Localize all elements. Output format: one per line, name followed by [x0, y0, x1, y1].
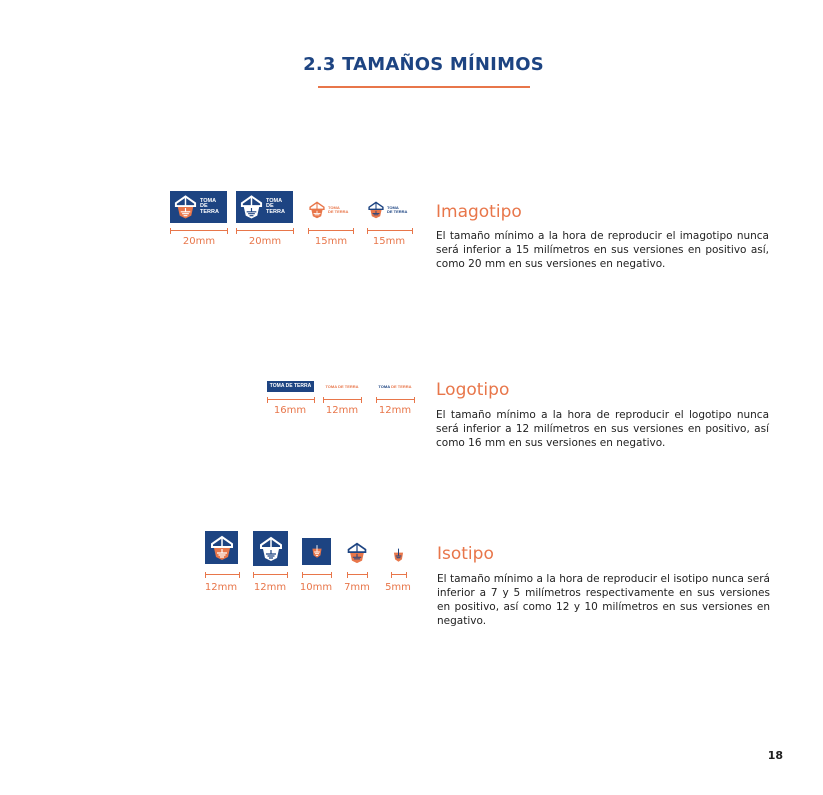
size-label: 15mm [314, 236, 348, 247]
size-label: 5mm [385, 582, 411, 593]
measure-line [391, 572, 407, 578]
logotipo-positive [376, 383, 414, 391]
house-ground-symbol-icon [258, 535, 284, 563]
ground-symbol-icon [391, 548, 406, 564]
size-label: 20mm [182, 236, 216, 247]
house-ground-symbol-icon [346, 541, 368, 565]
title-underline [318, 86, 530, 88]
logotipo-negative [267, 381, 314, 392]
imagotipo-negative-logo [170, 191, 227, 223]
isotipo-negative-white-12mm [253, 531, 288, 566]
measure-line [376, 397, 415, 403]
measure-line [323, 397, 362, 403]
isotipo-description: El tamaño mínimo a la hora de reproducir el isotipo nunca será inferior a 7 y 5 milímetros respectivamente en sus versiones en positivo, así como 12 y 10 milímetros en sus versiones en negativo. [437, 573, 770, 627]
isotipo-positive-5mm [389, 547, 407, 565]
wordmark-line2: DE TERRA [387, 209, 408, 214]
wordmark: TOMA DE TERRA [269, 383, 312, 389]
house-ground-symbol-icon [367, 200, 385, 220]
wordmark-line2: DE TERRA [265, 203, 285, 215]
page-number: 18 [767, 749, 783, 762]
measure-line [253, 572, 288, 578]
measure-line [236, 228, 294, 234]
house-ground-symbol-icon [239, 193, 264, 221]
house-ground-symbol-icon [173, 193, 198, 221]
wordmark-line2: DE TERRA [328, 209, 349, 214]
isotipo-positive-7mm [345, 541, 369, 565]
wordmark-part-b: DE TERRA [391, 384, 412, 389]
measure-line [347, 572, 368, 578]
size-label: 12mm [325, 405, 359, 416]
measure-line [267, 397, 315, 403]
isotipo-negative-12mm [205, 531, 238, 564]
size-label: 7mm [344, 582, 370, 593]
measure-line [170, 228, 228, 234]
measure-line [302, 572, 332, 578]
measure-line [308, 228, 354, 234]
size-label: 12mm [378, 405, 412, 416]
wordmark-line1: TOMA [387, 205, 399, 210]
size-label: 12mm [204, 582, 238, 593]
wordmark-line1: TOMA [328, 205, 340, 210]
isotipo-heading: Isotipo [437, 544, 494, 564]
imagotipo-positive-orange-logo [308, 199, 354, 221]
imagotipo-positive-logo [367, 199, 413, 221]
size-label: 20mm [248, 236, 282, 247]
wordmark: TOMA DE TERRA [325, 384, 359, 389]
size-label: 10mm [299, 582, 333, 593]
isotipo-negative-10mm [302, 538, 331, 565]
imagotipo-description: El tamaño mínimo a la hora de reproducir el imagotipo nunca será inferior a 15 milímetros en sus versiones en positivo así, como 20 mm en sus versiones en negativo. [436, 230, 769, 270]
measure-line [367, 228, 413, 234]
measure-line [205, 572, 240, 578]
wordmark-line1: TOMA [199, 197, 217, 204]
wordmark-part-a: TOMA [378, 384, 391, 389]
wordmark-line1: TOMA [265, 197, 283, 204]
size-label: 16mm [273, 405, 307, 416]
imagotipo-negative-white-logo [236, 191, 293, 223]
imagotipo-heading: Imagotipo [436, 202, 522, 222]
logotipo-heading: Logotipo [436, 380, 510, 400]
house-ground-symbol-icon [308, 200, 326, 220]
ground-symbol-icon [309, 544, 325, 560]
page-title: 2.3 TAMAÑOS MÍNIMOS [303, 54, 544, 75]
wordmark-line2: DE TERRA [199, 203, 219, 215]
logotipo-positive-orange [323, 383, 361, 391]
house-ground-symbol-icon [209, 534, 235, 562]
logotipo-description: El tamaño mínimo a la hora de reproducir el logotipo nunca será inferior a 12 milímetros en sus versiones en positivo, así como 16 mm en sus versiones en negativo. [436, 409, 769, 449]
size-label: 15mm [372, 236, 406, 247]
size-label: 12mm [253, 582, 287, 593]
